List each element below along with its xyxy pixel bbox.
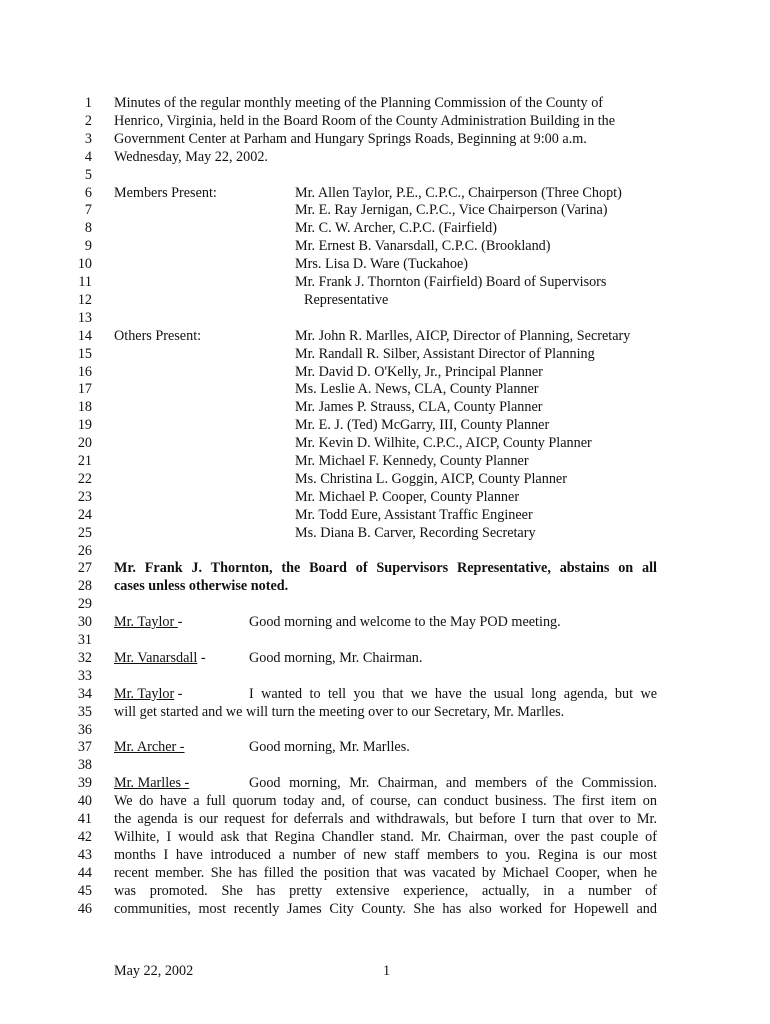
document-line — [0, 703, 770, 721]
footer-date: May 22, 2002 — [114, 963, 194, 979]
attendee-name: Mr. David D. O'Kelly, Jr., Principal Planner — [295, 363, 543, 380]
attendee-name: Ms. Diana B. Carver, Recording Secretary — [295, 524, 536, 541]
document-line — [0, 380, 770, 398]
line-number: 32 — [77, 649, 92, 666]
line-text: Henrico, Virginia, held in the Board Room of the County Administration Building in the — [114, 112, 616, 129]
attendee-name: Mrs. Lisa D. Ware (Tuckahoe) — [295, 256, 469, 273]
document-line — [0, 792, 770, 810]
document-line — [0, 738, 770, 756]
line-number: 35 — [77, 703, 92, 720]
attendee-name: Ms. Christina L. Goggin, AICP, County Planner — [295, 470, 567, 487]
line-number: 41 — [77, 811, 92, 827]
document-line — [0, 398, 770, 416]
line-number: 37 — [77, 739, 92, 756]
attendee-name: Mr. Allen Taylor, P.E., C.P.C., Chairperson (Three Chopt) — [295, 184, 622, 201]
line-number: 24 — [77, 506, 92, 523]
speaker-name: Mr. Taylor — [114, 685, 175, 702]
speaker-tag — [114, 774, 189, 792]
attendee-name: Mr. Michael F. Kennedy, County Planner — [295, 453, 529, 469]
document-line — [0, 434, 770, 452]
attendee-name: Mr. C. W. Archer, C.P.C. (Fairfield) — [295, 220, 497, 237]
document-line — [0, 649, 770, 667]
line-number: 38 — [77, 757, 92, 774]
attendee-name: Mr. Randall R. Silber, Assistant Director of Planning — [295, 345, 595, 362]
document-line — [0, 255, 770, 273]
line-number: 14 — [77, 327, 92, 344]
attendee-name: Representative — [304, 291, 389, 308]
document-line — [0, 345, 770, 363]
line-number: 39 — [77, 775, 92, 792]
speaker-separator: - — [197, 649, 206, 666]
line-number: 31 — [77, 632, 92, 648]
speech-text: Good morning, Mr. Chairman, and members of the Commission. — [249, 775, 657, 792]
document-line — [0, 363, 770, 381]
document-line — [0, 112, 770, 130]
line-number: 9 — [84, 238, 92, 255]
document-line — [0, 94, 770, 112]
line-number: 43 — [77, 846, 92, 863]
attendee-name: Ms. Leslie A. News, CLA, County Planner — [295, 381, 539, 398]
document-line — [0, 201, 770, 219]
line-number: 1 — [84, 95, 92, 111]
line-number: 3 — [84, 130, 92, 147]
document-line — [0, 685, 770, 703]
line-number: 42 — [77, 828, 92, 845]
line-number: 20 — [77, 435, 92, 452]
speaker-tag — [114, 613, 183, 631]
document-line — [0, 309, 770, 327]
line-number: 15 — [77, 345, 92, 362]
line-number: 16 — [77, 363, 92, 380]
document-line — [0, 721, 770, 739]
line-text: the agenda is our request for deferrals and withdrawals, but before I turn that over to Mr. — [114, 811, 657, 827]
document-line — [0, 166, 770, 184]
line-number: 44 — [77, 864, 92, 881]
line-number: 26 — [77, 542, 92, 559]
speaker-tag — [114, 685, 183, 703]
line-number: 17 — [77, 381, 92, 398]
document-line — [0, 470, 770, 488]
line-number: 10 — [77, 256, 92, 273]
bold-statement: cases unless otherwise noted. — [114, 578, 289, 595]
document-line — [0, 130, 770, 148]
line-number: 45 — [77, 882, 92, 899]
document-line — [0, 219, 770, 237]
attendance-label: Members Present: — [114, 184, 217, 201]
bold-statement: Mr. Frank J. Thornton, the Board of Supervisors Representative, abstains on all — [114, 560, 657, 577]
line-number: 4 — [84, 148, 92, 165]
attendee-name: Mr. James P. Strauss, CLA, County Planner — [295, 399, 543, 416]
line-number: 36 — [77, 721, 92, 738]
document-line — [0, 900, 770, 918]
document-line — [0, 416, 770, 434]
line-text: Wednesday, May 22, 2002. — [114, 148, 268, 165]
document-line — [0, 273, 770, 291]
line-number: 18 — [77, 399, 92, 416]
speaker-name: Mr. Archer - — [114, 739, 185, 756]
document-line — [0, 613, 770, 631]
document-line — [0, 559, 770, 577]
speaker-tag — [114, 738, 185, 756]
document-line — [0, 667, 770, 685]
line-number: 21 — [77, 453, 92, 469]
document-line — [0, 577, 770, 595]
line-number: 5 — [84, 166, 92, 183]
line-number: 8 — [84, 220, 92, 237]
document-line — [0, 148, 770, 166]
line-number: 19 — [77, 417, 92, 434]
footer-page-number: 1 — [383, 963, 391, 979]
document-line — [0, 327, 770, 345]
attendance-label: Others Present: — [114, 327, 202, 344]
line-number: 34 — [77, 685, 92, 702]
speech-text: Good morning, Mr. Marlles. — [249, 739, 410, 756]
speech-text: I wanted to tell you that we have the usual long agenda, but we — [249, 685, 657, 702]
attendee-name: Mr. Michael P. Cooper, County Planner — [295, 488, 520, 505]
document-line — [0, 452, 770, 470]
document-line — [0, 810, 770, 828]
line-number: 33 — [77, 667, 92, 684]
document-line — [0, 756, 770, 774]
line-number: 25 — [77, 524, 92, 541]
line-number: 40 — [77, 793, 92, 810]
line-text: Minutes of the regular monthly meeting of the Planning Commission of the County of — [114, 95, 604, 111]
document-line — [0, 524, 770, 542]
line-number: 29 — [77, 596, 92, 613]
document-line — [0, 488, 770, 506]
line-number: 11 — [78, 274, 92, 290]
speaker-name: Mr. Taylor — [114, 614, 178, 631]
document-line — [0, 828, 770, 846]
line-number: 6 — [84, 184, 92, 201]
line-text: months I have introduced a number of new staff members to you. Regina is our most — [114, 846, 657, 863]
speaker-name: Mr. Vanarsdall — [114, 649, 198, 666]
attendee-name: Mr. Ernest B. Vanarsdall, C.P.C. (Brookland) — [295, 238, 551, 255]
line-text: communities, most recently James City County. She has also worked for Hopewell and — [114, 900, 657, 917]
line-number: 23 — [77, 488, 92, 505]
line-number: 30 — [77, 614, 92, 631]
line-number: 22 — [77, 470, 92, 487]
line-number: 7 — [84, 202, 92, 219]
speaker-separator: - — [177, 614, 183, 631]
document-line — [0, 542, 770, 560]
speaker-tag — [114, 649, 206, 667]
speech-text: Good morning, Mr. Chairman. — [249, 649, 423, 666]
attendee-name: Mr. John R. Marlles, AICP, Director of Planning, Secretary — [295, 327, 631, 344]
speaker-name: Mr. Marlles - — [114, 775, 190, 792]
line-number: 46 — [77, 900, 92, 917]
document-line — [0, 864, 770, 882]
line-number: 27 — [77, 560, 92, 577]
attendee-name: Mr. Kevin D. Wilhite, C.P.C., AICP, County Planner — [295, 435, 592, 452]
line-text: will get started and we will turn the meeting over to our Secretary, Mr. Marlles. — [114, 703, 565, 720]
line-number: 28 — [77, 578, 92, 595]
line-text: Government Center at Parham and Hungary Springs Roads, Beginning at 9:00 a.m. — [114, 130, 587, 147]
document-line — [0, 846, 770, 864]
line-number: 12 — [77, 291, 92, 308]
line-number: 13 — [77, 309, 92, 326]
document-line — [0, 506, 770, 524]
attendee-name: Mr. E. J. (Ted) McGarry, III, County Planner — [295, 417, 550, 434]
line-text: Wilhite, I would ask that Regina Chandler stand. Mr. Chairman, over the past couple of — [114, 828, 657, 845]
attendee-name: Mr. E. Ray Jernigan, C.P.C., Vice Chairperson (Varina) — [295, 202, 608, 219]
attendee-name: Mr. Todd Eure, Assistant Traffic Engineer — [295, 506, 533, 523]
document-line — [0, 595, 770, 613]
document-line — [0, 631, 770, 649]
document-line — [0, 882, 770, 900]
speaker-separator: - — [174, 685, 183, 702]
document-line — [0, 184, 770, 202]
line-number: 2 — [84, 112, 92, 129]
document-line — [0, 237, 770, 255]
document-line — [0, 774, 770, 792]
line-text: was promoted. She has pretty extensive experience, actually, in a number of — [114, 882, 657, 899]
document-line — [0, 291, 770, 309]
speech-text: Good morning and welcome to the May POD meeting. — [249, 614, 561, 631]
line-text: recent member. She has filled the position that was vacated by Michael Cooper, when he — [114, 864, 657, 881]
attendee-name: Mr. Frank J. Thornton (Fairfield) Board of Supervisors — [295, 274, 607, 290]
line-text: We do have a full quorum today and, of course, can conduct business. The first item on — [114, 793, 657, 810]
